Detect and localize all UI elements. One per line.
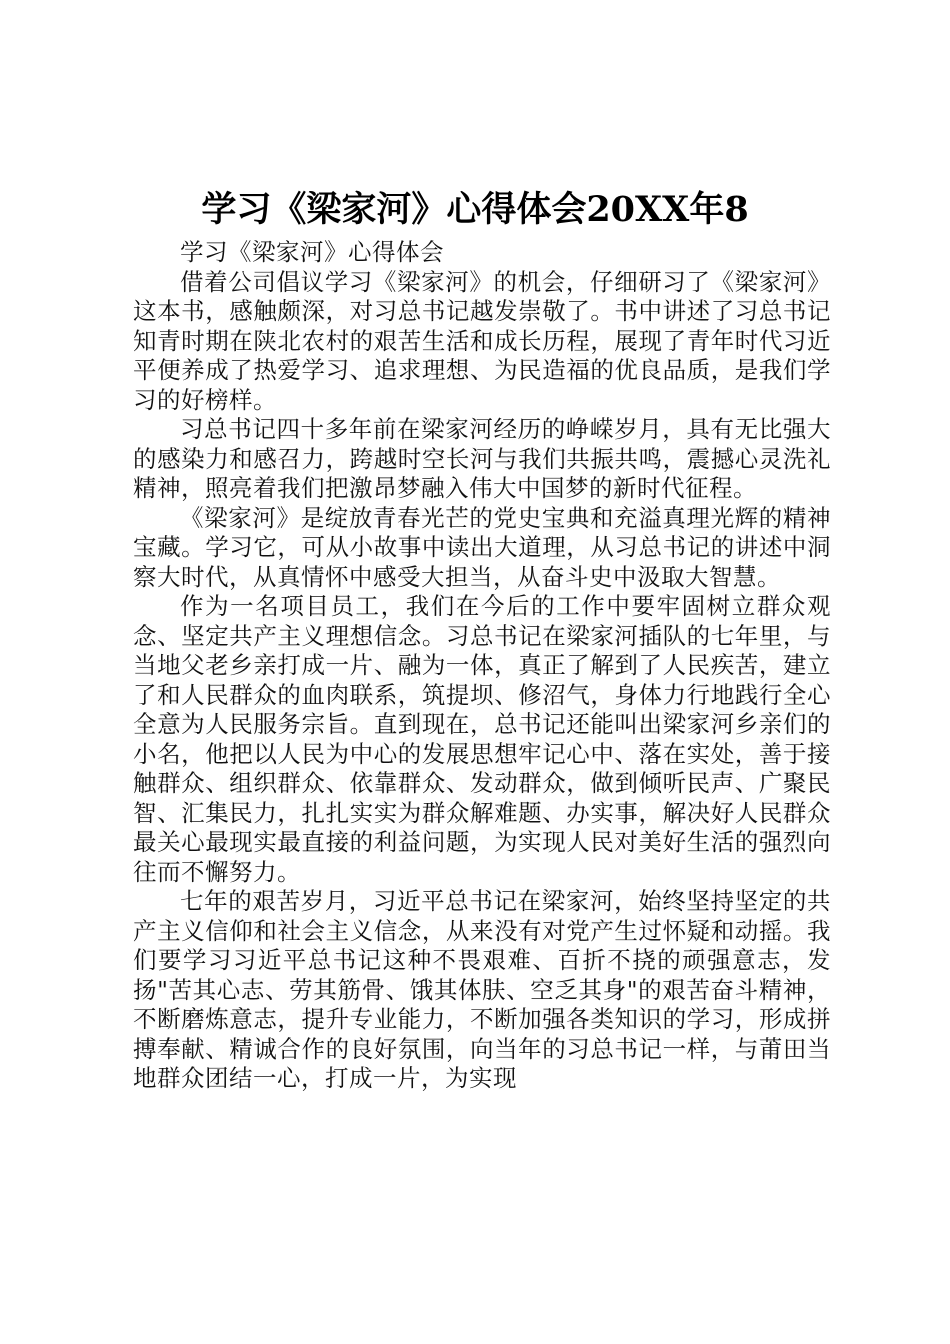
paragraph-1: 借着公司倡议学习《梁家河》的机会，仔细研习了《梁家河》这本书，感触颇深，对习总书记越发崇敬了。书中讲述了习总书记知青时期在陕北农村的艰苦生活和成长历程，展现了青年时代习近平便养成了热爱学习、追求理想、为民造福的优良品质，是我们学习的好榜样。 — [133, 267, 831, 414]
paragraph-4: 作为一名项目员工，我们在今后的工作中要牢固树立群众观念、坚定共产主义理想信念。习总书记在梁家河插队的七年里，与当地父老乡亲打成一片、融为一体，真正了解到了人民疾苦，建立了和人民群众的血肉联系，筑提坝、修沼气，身体力行地践行全心全意为人民服务宗旨。直到现在，总书记还能叫出梁家河乡亲们的小名，他把以人民为中心的发展思想牢记心中、落在实处，善于接触群众、组织群众、依靠群众、发动群众，做到倾听民声、广聚民智、汇集民力，扎扎实实为群众解难题、办实事，解决好人民群众最关心最现实最直接的利益问题，为实现人民对美好生活的强烈向往而不懈努力。 — [133, 592, 831, 886]
document-title: 学习《梁家河》心得体会20XX年8 — [201, 189, 749, 230]
document-subtitle: 学习《梁家河》心得体会 — [180, 238, 444, 266]
document-body — [133, 238, 831, 1094]
paragraph-5: 七年的艰苦岁月，习近平总书记在梁家河，始终坚持坚定的共产主义信仰和社会主义信念，从来没有对党产生过怀疑和动摇。我们要学习习近平总书记这种不畏艰难、百折不挠的顽强意志，发扬"苦其心志、劳其筋骨、饿其体肤、空乏其身"的艰苦奋斗精神，不断磨炼意志，提升专业能力，不断加强各类知识的学习，形成拼搏奉献、精诚合作的良好氛围，向当年的习总书记一样，与莆田当地群众团结一心，打成一片，为实现 — [133, 887, 831, 1092]
paragraph-2: 习总书记四十多年前在梁家河经历的峥嵘岁月，具有无比强大的感染力和感召力，跨越时空长河与我们共振共鸣，震撼心灵洗礼精神，照亮着我们把激昂梦融入伟大中国梦的新时代征程。 — [133, 415, 831, 502]
paragraph-3: 《梁家河》是绽放青春光芒的党史宝典和充溢真理光辉的精神宝藏。学习它，可从小故事中读出大道理，从习总书记的讲述中洞察大时代，从真情怀中感受大担当，从奋斗史中汲取大智慧。 — [133, 503, 831, 591]
